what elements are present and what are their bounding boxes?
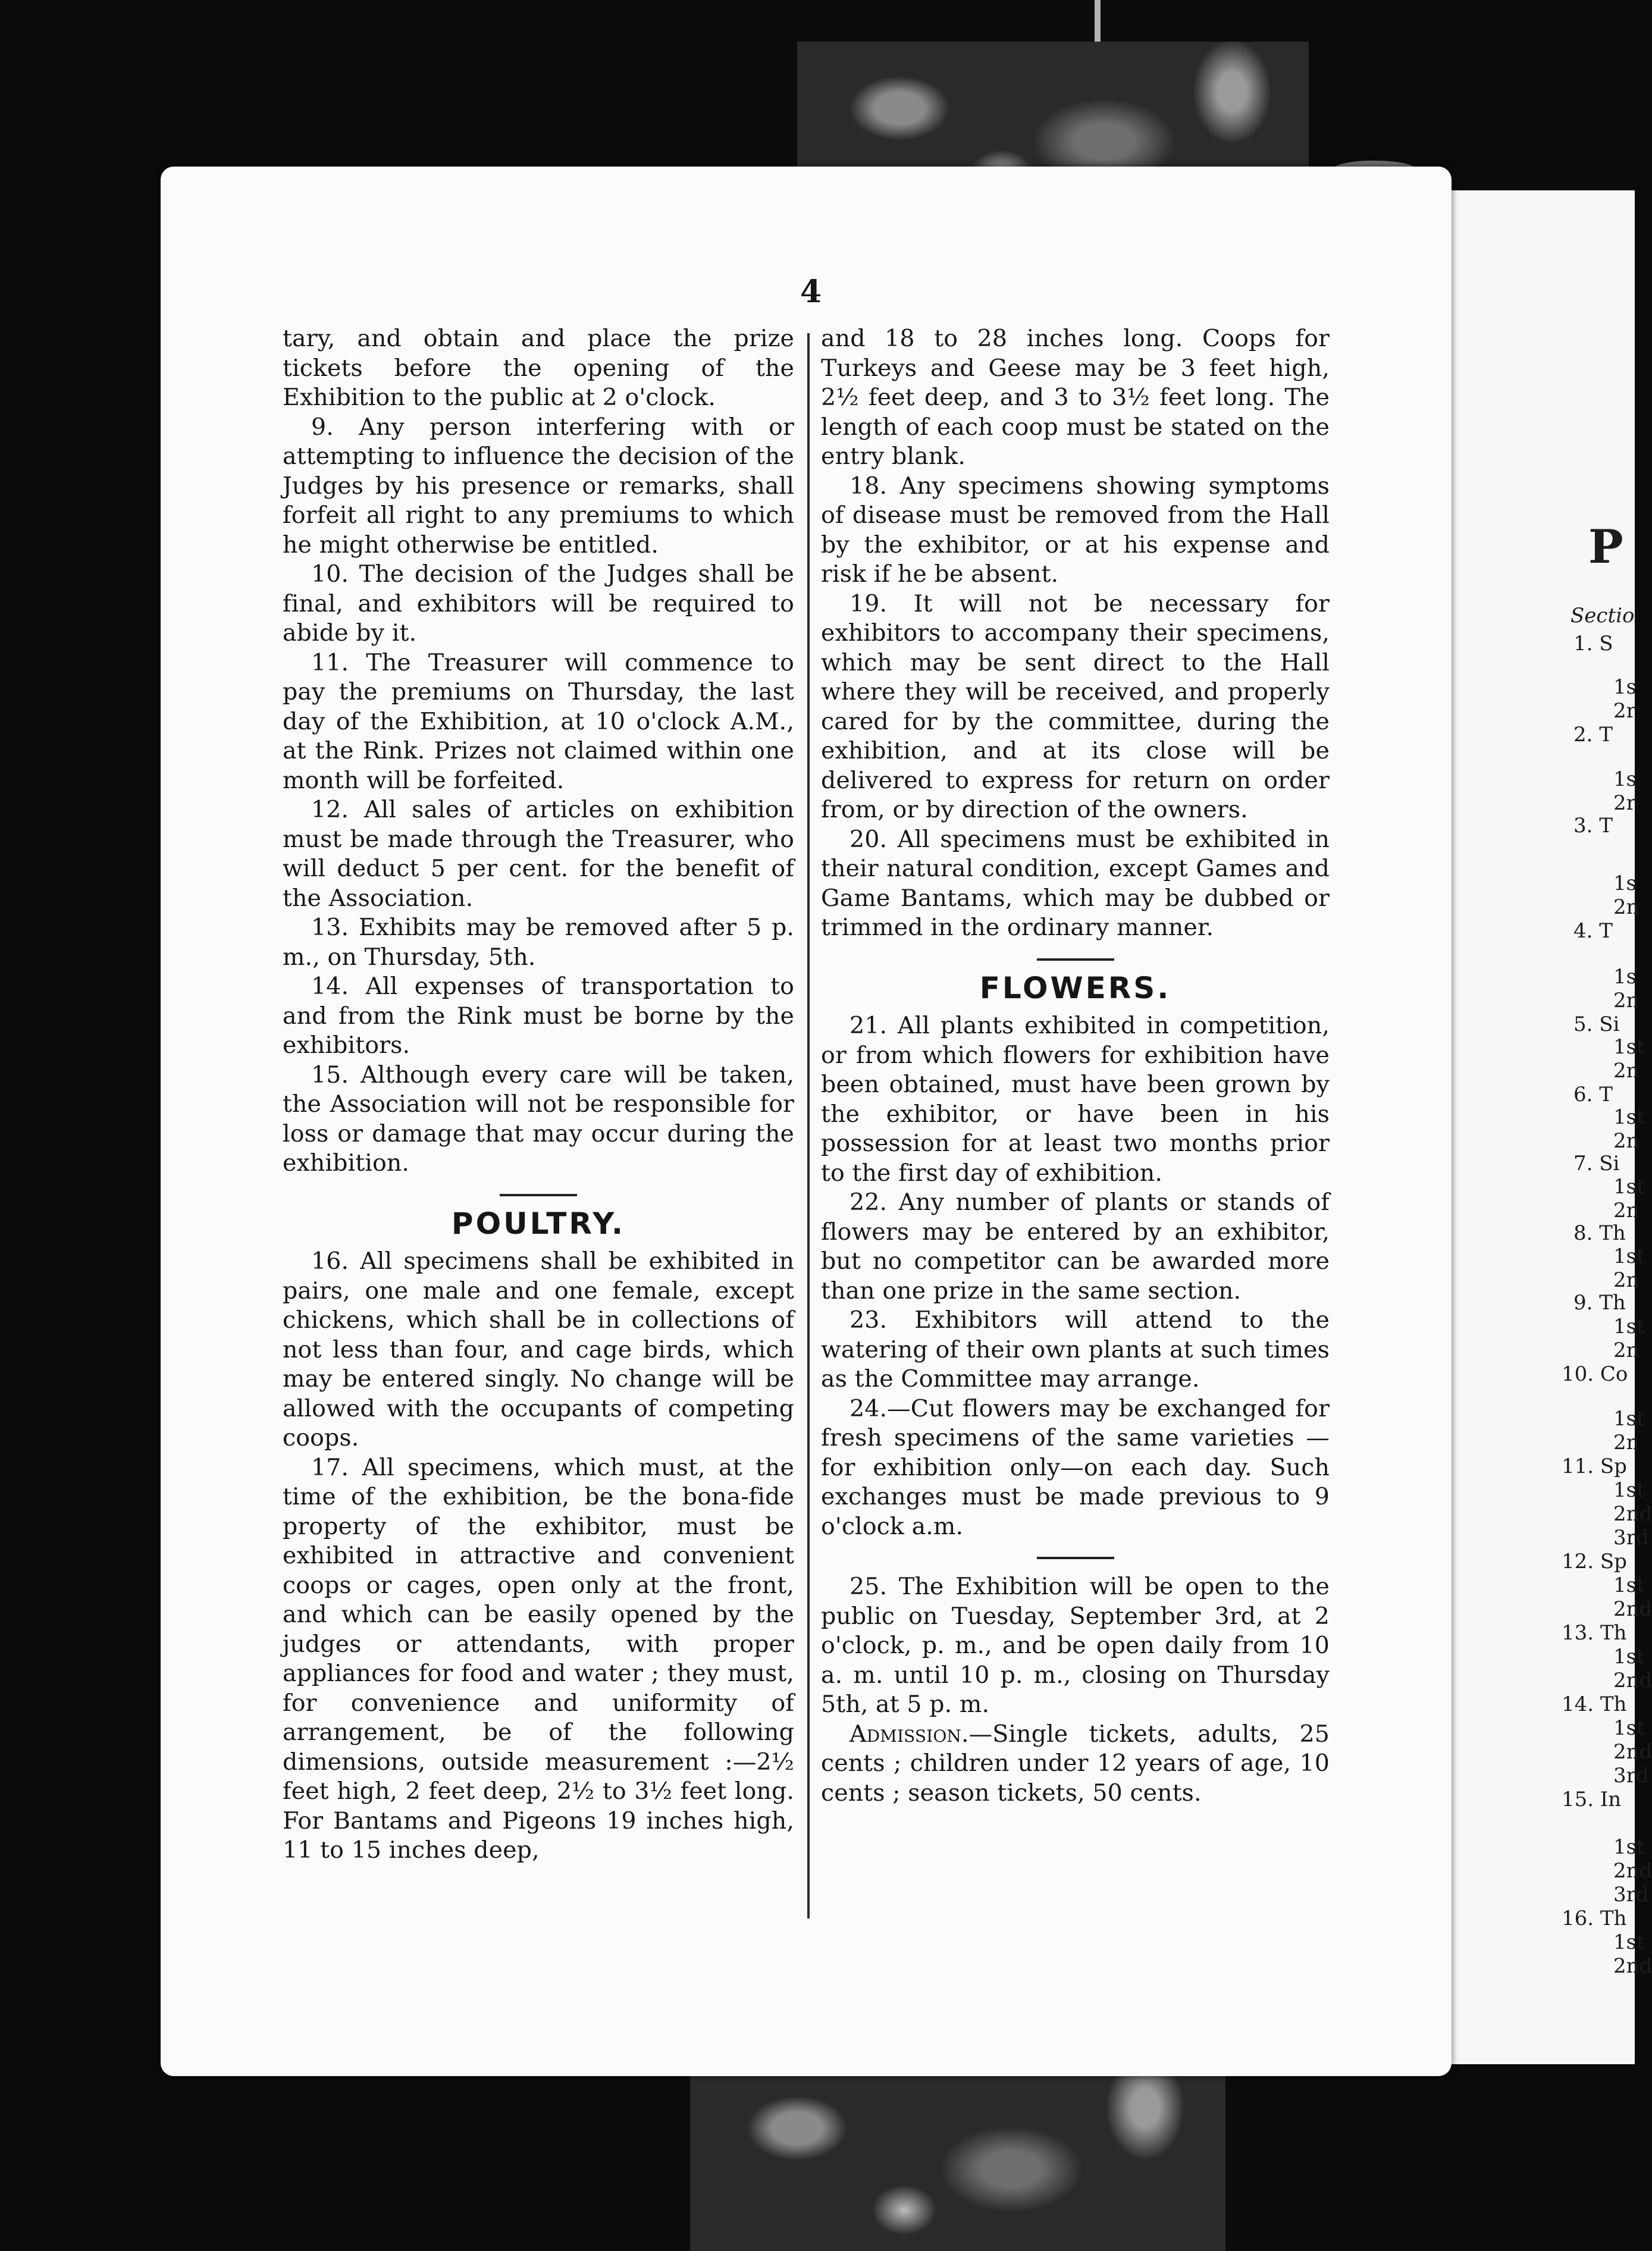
admission-text: —Single tickets, adults, 25 cents ; children under 12 years of age, 10 cents ; season tickets, 50 cents. <box>821 1720 1330 1807</box>
rule-20: 20. All specimens must be exhibited in their natural condition, except Games and Game Bantams, which may be dubbed or trimmed in the ordinary manner. <box>821 825 1330 941</box>
fragment: 2nd <box>1613 1669 1652 1692</box>
fragment: 2n <box>1613 989 1640 1012</box>
fragment: 2n <box>1613 1129 1640 1153</box>
cover-marbling-bottom <box>690 2046 1225 2251</box>
rule-15: 15. Although every care will be taken, the Association will not be responsible for loss or damage that may occur during the exhibition. <box>283 1061 794 1177</box>
rule-21: 21. All plants exhibited in competition, or from which flowers for exhibition have been obtained, must have been grown by the exhibitor, or have been in his possession for at least two months prior to the first day of exhibition. <box>821 1012 1330 1187</box>
fragment: 2r <box>1613 699 1636 723</box>
fragment: 2n <box>1613 1059 1640 1083</box>
page-number: 4 <box>800 274 822 310</box>
left-column <box>283 324 794 1866</box>
fragment: 3rd <box>1613 1526 1649 1550</box>
fragment: 1st <box>1613 1175 1645 1199</box>
fragment: 1st <box>1613 1407 1645 1431</box>
column-divider <box>807 333 810 1918</box>
fragment: 3rd <box>1613 1764 1649 1788</box>
right-column <box>821 324 1330 1808</box>
fragment: P <box>1588 520 1623 574</box>
fragment: 2n <box>1613 895 1640 919</box>
section-heading-poultry: POULTRY. <box>451 1206 626 1241</box>
scan-artifact <box>1095 0 1101 42</box>
rule-12: 12. All sales of articles on exhibition must be made through the Treasurer, who will deduct 5 per cent. for the benefit of the Association. <box>283 796 794 912</box>
admission-label: Admission. <box>849 1720 969 1748</box>
fragment: 1st <box>1613 1930 1645 1954</box>
fragment: 12. Sp <box>1562 1550 1627 1573</box>
fragment: 1st <box>1613 1244 1645 1268</box>
fragment: 1st <box>1613 1105 1645 1129</box>
fragment: 1st <box>1613 1478 1645 1502</box>
fragment: 2nd <box>1613 1502 1652 1526</box>
fragment: 2n <box>1613 1268 1640 1292</box>
rule-18: 18. Any specimens showing symptoms of disease must be removed from the Hall by the exhibitor, or at his expense and risk if he be absent. <box>821 472 1330 588</box>
fragment: 1st <box>1613 1835 1645 1859</box>
fragment: 2. T <box>1573 723 1613 747</box>
paragraph: tary, and obtain and place the prize tickets before the opening of the Exhibition to the public at 2 o'clock. <box>283 325 794 411</box>
fragment: 3. T <box>1573 814 1613 838</box>
fragment: 2nd <box>1613 1954 1652 1978</box>
fragment: 1st <box>1613 1573 1645 1597</box>
fragment: 1st <box>1613 1645 1645 1669</box>
section-rule <box>1037 1557 1114 1559</box>
fragment: 10. Co <box>1562 1362 1628 1386</box>
fragment: 2nd <box>1613 1740 1652 1764</box>
fragment: 1s <box>1613 675 1637 699</box>
fragment: 2n <box>1613 1431 1640 1454</box>
fragment: 1st <box>1613 1315 1645 1338</box>
fragment: 2nd <box>1613 1859 1652 1883</box>
fragment: 5. Si <box>1573 1012 1620 1036</box>
fragment: 1st <box>1613 1035 1645 1059</box>
rule-17: 17. All specimens, which must, at the time of the exhibition, be the bona-fide property of the exhibitor, must be exhibited in attractive and convenient coops or cages, open only at the front, and which can be easily opened by the judges or attendants, with proper appliances for food and water ; they must, for convenience and uniformity of arrangement, be of the following dimensions, outside measurement :—2½ feet high, 2 feet deep, 2½ to 3½ feet long. For Bantams and Pigeons 19 inches high, 11 to 15 inches deep, <box>283 1453 794 1864</box>
section-heading-flowers: FLOWERS. <box>979 970 1171 1005</box>
fragment: 1st <box>1613 1716 1645 1740</box>
rule-23: 23. Exhibitors will attend to the watering of their own plants at such times as the Committee may arrange. <box>821 1306 1330 1393</box>
fragment: 15. In <box>1562 1788 1622 1811</box>
fragment: Sectio <box>1571 604 1635 628</box>
fragment: 2nd <box>1613 1597 1652 1621</box>
fragment: 3rd <box>1613 1883 1649 1907</box>
fragment: 2n <box>1613 1338 1640 1362</box>
fragment: 1. S <box>1573 632 1613 656</box>
paragraph: and 18 to 28 inches long. Coops for Turkeys and Geese may be 3 feet high, 2½ feet deep, and 3 to 3½ feet long. The length of each coop must be stated on the entry blank. <box>821 325 1330 470</box>
rule-14: 14. All expenses of transportation to and from the Rink must be borne by the exhibitors. <box>283 973 794 1059</box>
fragment: 14. Th <box>1562 1692 1627 1716</box>
fragment: 9. Th <box>1573 1291 1626 1315</box>
rule-22: 22. Any number of plants or stands of flowers may be entered by an exhibitor, but no competitor can be awarded more than one prize in the same section. <box>821 1189 1330 1305</box>
rule-16: 16. All specimens shall be exhibited in pairs, one male and one female, except chickens, which shall be in collections of not less than four, and cage birds, which may be entered singly. No change will be allowed with the occupants of competing coops. <box>283 1247 794 1451</box>
section-rule <box>1037 958 1114 961</box>
rule-25: 25. The Exhibition will be open to the public on Tuesday, September 3rd, at 2 o'clock, p. m., and be open daily from 10 a. m. until 10 p. m., closing on Thursday 5th, at 5 p. m. <box>821 1573 1330 1718</box>
fragment: 1s <box>1613 767 1637 791</box>
rule-10: 10. The decision of the Judges shall be final, and exhibitors will be required to abide by it. <box>283 560 794 647</box>
fragment: 13. Th <box>1562 1621 1627 1645</box>
fragment: 2r <box>1613 791 1636 815</box>
fragment: 8. Th <box>1573 1221 1626 1245</box>
rule-24: 24.—Cut flowers may be exchanged for fresh specimens of the same varieties —for exhibition only—on each day. Such exchanges must be made previous to 9 o'clock a.m. <box>821 1394 1330 1540</box>
section-rule <box>500 1194 577 1196</box>
rule-11: 11. The Treasurer will commence to pay the premiums on Thursday, the last day of the Exhibition, at 10 o'clock A.M., at the Rink. Prizes not claimed within one month will be forfeited. <box>283 648 794 794</box>
adjacent-page-text <box>1452 0 1652 2251</box>
rule-9: 9. Any person interfering with or attempting to influence the decision of the Judges by his presence or remarks, shall forfeit all right to any premiums to which he might otherwise be entitled. <box>283 413 794 559</box>
fragment: 4. T <box>1573 919 1613 943</box>
fragment: 1s <box>1613 871 1637 895</box>
rule-19: 19. It will not be necessary for exhibitors to accompany their specimens, which may be sent direct to the Hall where they will be received, and properly cared for by the committee, during the exhibition, and at its close will be delivered to express for return on order from, or by direction of the owners. <box>821 590 1330 823</box>
fragment: 2n <box>1613 1199 1640 1222</box>
fragment: 1s <box>1613 965 1637 989</box>
fragment: 7. Si <box>1573 1152 1620 1175</box>
admission-paragraph <box>821 1720 1330 1808</box>
fragment: 6. T <box>1573 1083 1613 1106</box>
rule-13: 13. Exhibits may be removed after 5 p. m., on Thursday, 5th. <box>283 914 794 971</box>
fragment: 16. Th <box>1562 1907 1627 1930</box>
fragment: 11. Sp <box>1562 1454 1627 1478</box>
